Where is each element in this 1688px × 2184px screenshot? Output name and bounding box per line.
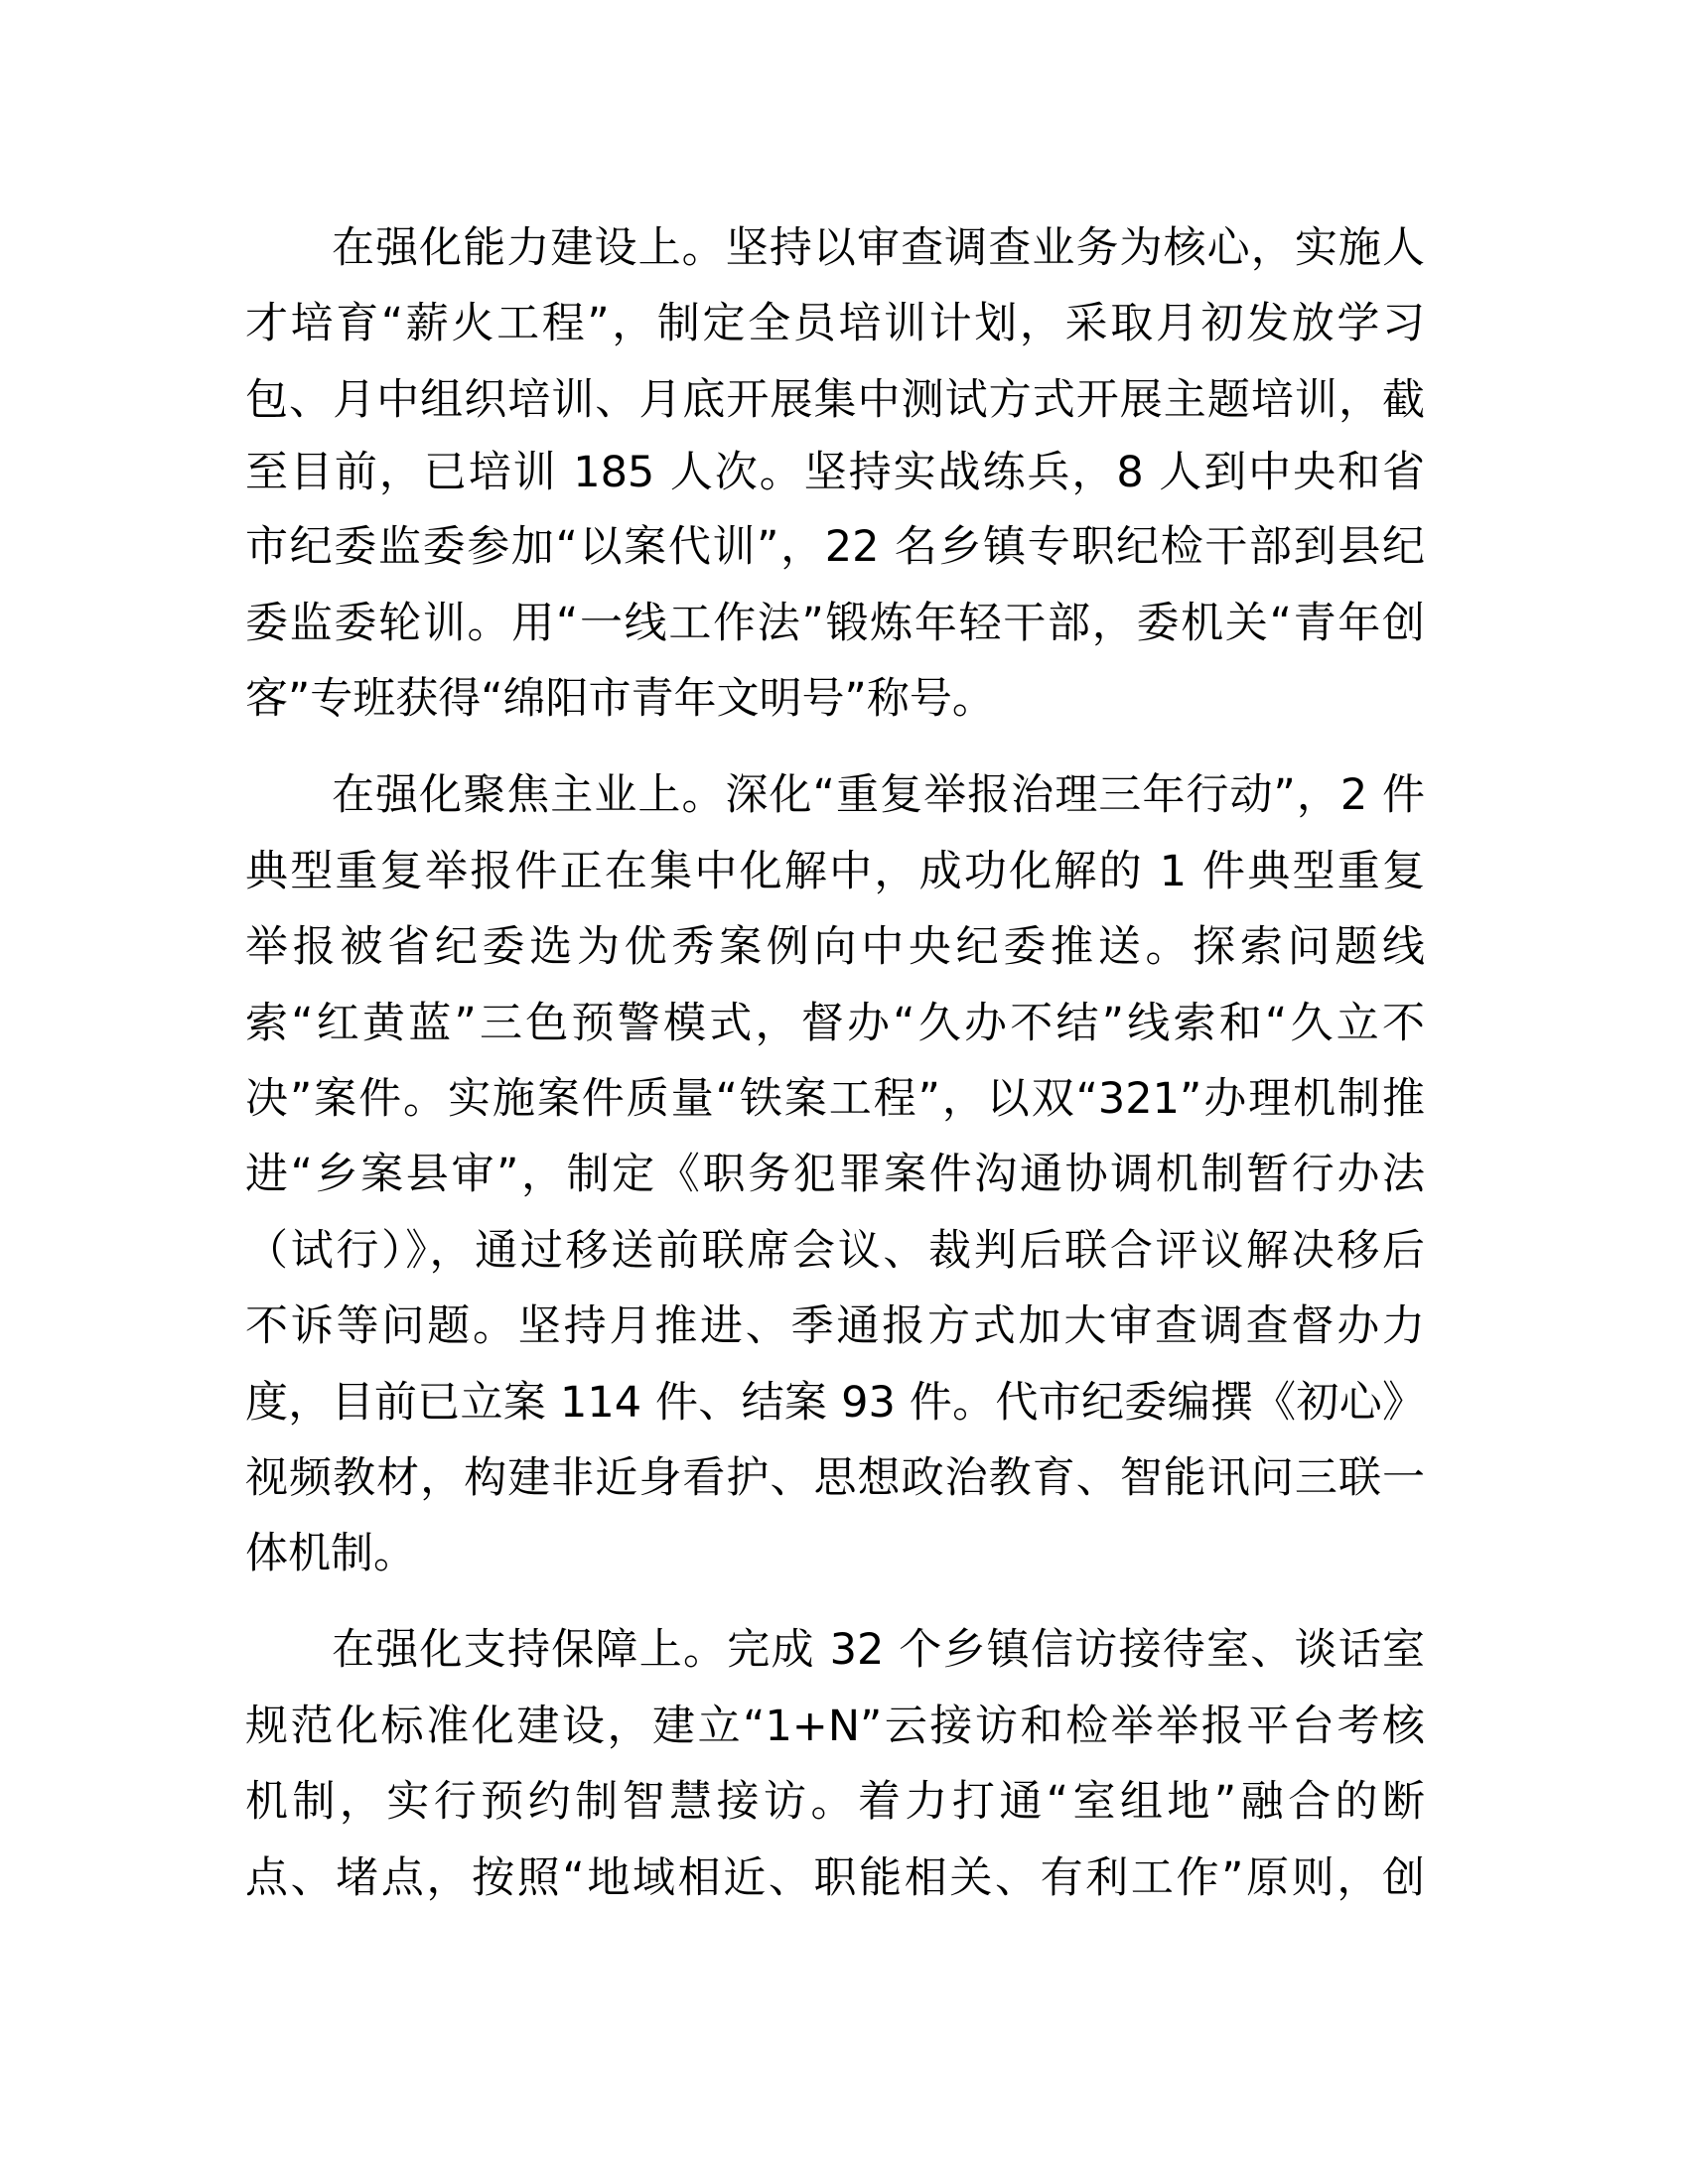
text-line: （试行）》，通过移送前联席会议、裁判后联合评议解决移后: [245, 1226, 1425, 1276]
text-line: 至目前，已培训 185 人次。坚持实战练兵，8 人到中央和省: [245, 448, 1425, 497]
text-line: 市纪委监委参加“以案代训”，22 名乡镇专职纪检干部到县纪: [245, 522, 1425, 572]
text-line: 在强化聚焦主业上。深化“重复举报治理三年行动”，2 件: [332, 770, 1425, 820]
text-line: 在强化能力建设上。坚持以审查调查业务为核心，实施人: [332, 223, 1425, 273]
text-line: 不诉等问题。坚持月推进、季通报方式加大审查调查督办力: [245, 1301, 1425, 1351]
text-line: 视频教材，构建非近身看护、思想政治教育、智能讯问三联一: [245, 1453, 1425, 1503]
text-line: 规范化标准化建设，建立“1+N”云接访和检举举报平台考核: [245, 1702, 1425, 1751]
text-line: 才培育“薪火工程”，制定全员培训计划，采取月初发放学习: [245, 299, 1425, 348]
text-line: 点、堵点，按照“地域相近、职能相关、有利工作”原则，创: [245, 1853, 1425, 1903]
text-line: 体机制。: [245, 1529, 416, 1578]
text-line: 委监委轮训。用“一线工作法”锻炼年轻干部，委机关“青年创: [245, 599, 1425, 648]
text-line: 举报被省纪委选为优秀案例向中央纪委推送。探索问题线: [245, 922, 1425, 972]
text-line: 索“红黄蓝”三色预警模式，督办“久办不结”线索和“久立不: [245, 999, 1425, 1048]
text-line: 典型重复举报件正在集中化解中，成功化解的 1 件典型重复: [245, 847, 1425, 896]
text-line: 进“乡案县审”，制定《职务犯罪案件沟通协调机制暂行办法: [245, 1150, 1425, 1199]
text-line: 在强化支持保障上。完成 32 个乡镇信访接待室、谈话室: [332, 1625, 1425, 1675]
text-line: 客”专班获得“绵阳市青年文明号”称号。: [245, 674, 995, 724]
text-line: 机制，实行预约制智慧接访。着力打通“室组地”融合的断: [245, 1777, 1425, 1827]
text-line: 度，目前已立案 114 件、结案 93 件。代市纪委编撰《初心》: [245, 1378, 1425, 1428]
text-line: 包、月中组织培训、月底开展集中测试方式开展主题培训，截: [245, 375, 1425, 425]
text-line: 决”案件。实施案件质量“铁案工程”，以双“321”办理机制推: [245, 1074, 1425, 1124]
